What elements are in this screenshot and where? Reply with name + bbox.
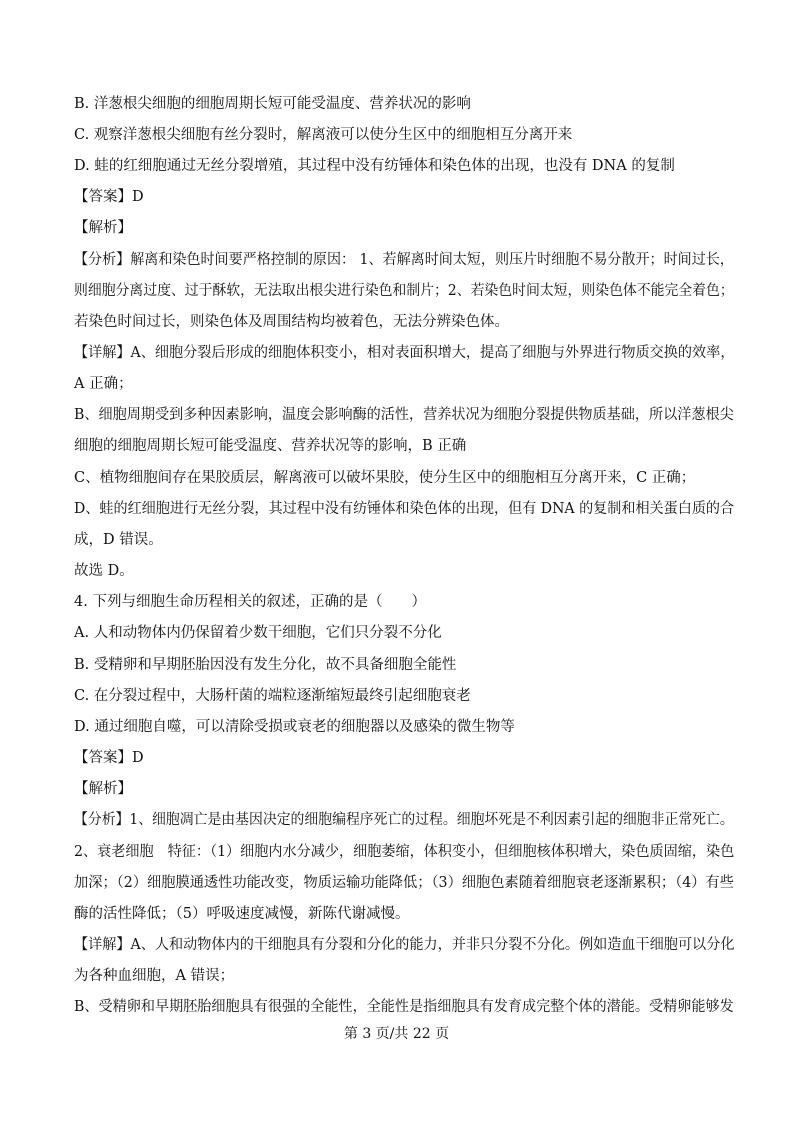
analysis-paragraph: 加深；（2）细胞膜通透性功能改变，物质运输功能降低；（3）细胞色素随着细胞衰老逐渐累积；（4）有些 [74, 875, 734, 891]
explanation-paragraph: B、细胞周期受到多种因素影响，温度会影响酶的活性，营养状况为细胞分裂提供物质基础，所以洋葱根尖 [74, 407, 734, 423]
explanation-paragraph: C、植物细胞间存在果胶质层，解离液可以破坏果胶，使分生区中的细胞相互分离开来，C 正确； [74, 470, 696, 486]
explanation-paragraph: 【详解】A、细胞分裂后形成的细胞体积变小，相对表面积增大，提高了细胞与外界进行物质交换的效率， [74, 345, 735, 361]
question-4-option-d: D. 通过细胞自噬，可以清除受损或衰老的细胞器以及感染的微生物等 [74, 719, 515, 735]
answer-line: 【答案】D [74, 750, 144, 766]
explanation-paragraph: D、蛙的红细胞进行无丝分裂，其过程中没有纺锤体和染色体的出现，但有 DNA 的复制和相关蛋白质的合 [74, 501, 735, 517]
analysis-heading: 【解析】 [74, 220, 132, 236]
explanation-paragraph: 为各种血细胞，A 错误； [74, 968, 235, 984]
analysis-paragraph: 若染色时间过长，则染色体及周围结构均被着色，无法分辨染色体。 [74, 314, 509, 330]
explanation-paragraph: 细胞的细胞周期长短可能受温度、营养状况等的影响，B 正确 [74, 438, 467, 454]
question-4-option-b: B. 受精卵和早期胚胎因没有发生分化，故不具备细胞全能性 [74, 657, 457, 673]
analysis-paragraph: 酶的活性降低；（5）呼吸速度减慢，新陈代谢减慢。 [74, 906, 410, 922]
explanation-paragraph: 成，D 错误。 [74, 532, 163, 548]
question-4-stem: 4. 下列与细胞生命历程相关的叙述，正确的是（ ） [74, 594, 426, 610]
analysis-paragraph: 则细胞分离过度、过于酥软，无法取出根尖进行染色和制片；2、若染色时间太短，则染色体不能完全着色； [74, 283, 734, 299]
page-number: 第 3 页/共 22 页 [343, 1026, 450, 1042]
option-b-text: B. 洋葱根尖细胞的细胞周期长短可能受温度、营养状况的影响 [74, 96, 471, 112]
analysis-heading: 【解析】 [74, 781, 132, 797]
explanation-paragraph: 【详解】A、人和动物体内的干细胞具有分裂和分化的能力，并非只分裂不分化。例如造血干细胞可以分化 [74, 937, 735, 953]
explanation-paragraph: A 正确； [74, 376, 133, 392]
question-4-option-a: A. 人和动物体内仍保留着少数干细胞，它们只分裂不分化 [74, 625, 442, 641]
answer-line: 【答案】D [74, 189, 144, 205]
question-4-option-c: C. 在分裂过程中，大肠杆菌的端粒逐渐缩短最终引起细胞衰老 [74, 688, 471, 704]
analysis-paragraph: 2、衰老细胞 特征：（1）细胞内水分减少，细胞萎缩，体积变小，但细胞核体积增大，染色质固缩，染色 [74, 844, 735, 860]
analysis-paragraph: 【分析】解离和染色时间要严格控制的原因： 1、若解离时间太短，则压片时细胞不易分散开；时间过长， [74, 252, 734, 268]
explanation-paragraph: B、受精卵和早期胚胎细胞具有很强的全能性，全能性是指细胞具有发育成完整个体的潜能。受精卵能够发 [74, 999, 734, 1015]
option-c-text: C. 观察洋葱根尖细胞有丝分裂时，解离液可以使分生区中的细胞相互分离开来 [74, 127, 573, 143]
analysis-paragraph: 【分析】1、细胞凋亡是由基因决定的细胞编程序死亡的过程。细胞坏死是不利因素引起的细胞非正常死亡。 [74, 812, 734, 828]
option-d-text: D. 蛙的红细胞通过无丝分裂增殖，其过程中没有纺锤体和染色体的出现，也没有 DNA 的复制 [74, 158, 675, 174]
conclusion-line: 故选 D。 [74, 563, 134, 579]
